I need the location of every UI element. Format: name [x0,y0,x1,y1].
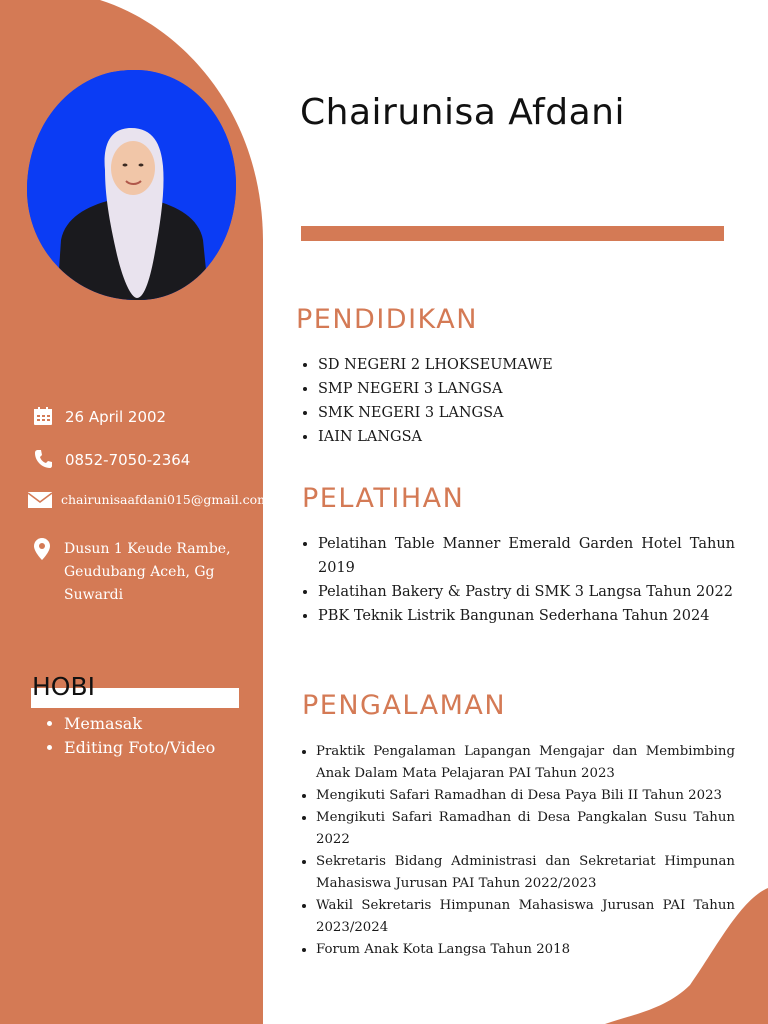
hobby-section-title: HOBI [32,672,96,701]
contact-address [30,538,250,607]
hobby-item: • Editing Foto/Video [64,736,215,760]
education-item: • IAIN LANGSA [318,425,738,449]
phone-text: 0852-7050-2364 [65,451,191,469]
education-item: • SD NEGERI 2 LHOKSEUMAWE [318,353,738,377]
experience-item: • Forum Anak Kota Langsa Tahun 2018 [316,939,735,961]
experience-item: • Mengikuti Safari Ramadhan di Desa Pangkalan Susu Tahun 2022 [316,807,735,851]
education-item: • SMK NEGERI 3 LANGSA [318,401,738,425]
education-item: • SMP NEGERI 3 LANGSA [318,377,738,401]
birthdate-text: 26 April 2002 [65,408,167,426]
address-text: Dusun 1 Keude Rambe, Geudubang Aceh, Gg Suwardi [64,541,231,604]
training-item: • PBK Teknik Listrik Bangunan Sederhana Tahun 2024 [318,604,735,628]
training-item: • Pelatihan Bakery & Pastry di SMK 3 Langsa Tahun 2022 [318,580,735,604]
training-item: • Pelatihan Table Manner Emerald Garden Hotel Tahun 2019 [318,532,735,580]
hobby-list [46,712,215,760]
experience-section-title: PENGALAMAN [302,690,507,721]
training-section-title: PELATIHAN [302,483,465,514]
calendar-icon [31,406,55,426]
experience-item: • Mengikuti Safari Ramadhan di Desa Paya Bili II Tahun 2023 [316,785,735,807]
person-illustration [27,70,236,300]
experience-item: • Wakil Sekretaris Himpunan Mahasiswa Jurusan PAI Tahun 2023/2024 [316,895,735,939]
profile-photo [27,70,236,300]
contact-email [27,490,269,511]
hobby-item: • Memasak [64,712,215,736]
experience-list [298,741,735,961]
training-list [300,532,735,628]
full-name: Chairunisa Afdani [300,92,625,133]
education-section-title: PENDIDIKAN [296,304,478,335]
mail-icon [27,490,53,510]
experience-item: • Praktik Pengalaman Lapangan Mengajar dan Membimbing Anak Dalam Mata Pelajaran PAI Tahun 2023 [316,741,735,785]
name-underline-bar [301,226,724,241]
location-pin-icon [30,538,54,560]
contact-birthdate [31,406,166,429]
email-text: chairunisaafdani015@gmail.com [61,492,270,507]
experience-item: • Sekretaris Bidang Administrasi dan Sekretariat Himpunan Mahasiswa Jurusan PAI Tahun 2022/2023 [316,851,735,895]
education-list [300,353,738,449]
phone-icon [31,449,55,469]
contact-phone [31,449,190,472]
